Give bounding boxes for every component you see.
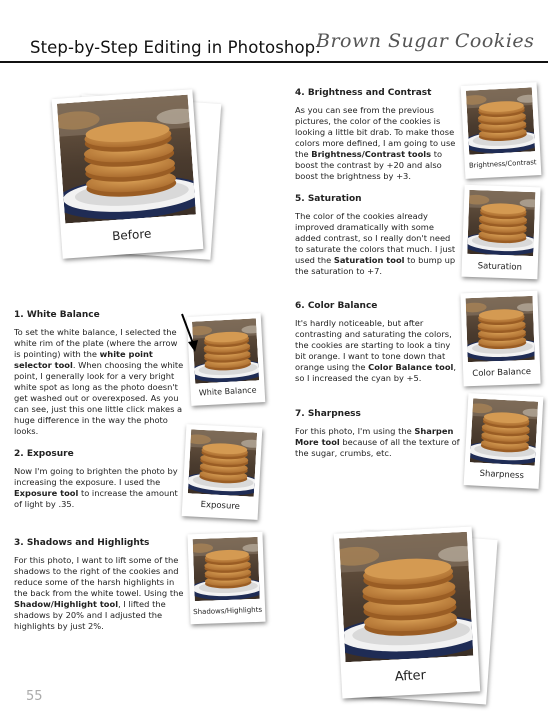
arrow-icon [180,312,202,356]
tool-name: Exposure tool [14,488,79,498]
body-text: It's hardly noticeable, but after contrasting and saturating the colors, the cookies are starting to look a tiny bit orange. I want to tone down that orange using the [295,318,452,372]
page-title: Step-by-Step Editing in Photoshop: [30,38,321,57]
color-balance-photo [460,291,540,387]
section-heading: 3. Shadows and Highlights [14,538,150,548]
section-body [295,211,459,277]
saturation-caption: Saturation [477,261,523,273]
body-text: To set the white balance, I selected the white rim of the plate (where the arrow is pointing) with the [14,327,178,359]
brightness-photo [461,82,542,179]
section-heading: 4. Brightness and Contrast [295,88,432,98]
page-number: 55 [26,689,43,704]
shadows-image [193,537,260,601]
section-color-balance [295,301,459,384]
section-heading: 2. Exposure [14,449,74,459]
page-header [0,0,548,62]
exposure-caption: Exposure [200,499,241,512]
section-brightness [295,88,457,182]
section-body [295,105,457,182]
body-text: As you can see from the previous pictures, the color of the cookies is looking a little bit drab. To make those colors more defined, I am going to use the [295,105,456,159]
sharpness-image [470,398,538,465]
section-body [295,426,460,459]
section-heading: 7. Sharpness [295,409,361,419]
body-text: For this photo, I'm using the [295,426,415,436]
tool-name: Shadow/Highlight tool [14,599,119,609]
section-sharpness [295,409,460,459]
body-text: , I lifted the shadows by 20% and I adjusted the highlights by just 2%. [14,599,166,631]
header-rule [0,61,548,63]
shadows-caption: Shadows/Highlights [193,605,263,617]
body-text: because of all the texture of the sugar, crumbs, etc. [295,437,460,458]
before-photo [52,89,204,258]
before-image [57,95,196,224]
section-exposure [14,449,186,510]
color-balance-image [466,296,535,362]
color-balance-caption: Color Balance [472,366,532,380]
body-text: The color of the cookies already improved dramatically with some added contrast, so I really don't need to saturate the colors that much. I just used the [295,211,456,265]
body-text: For this photo, I want to lift some of the shadows to the right of the cookies and reduce some of the harsh highlights in the back from the white towel. Using the [14,555,184,598]
body-text: to bump up the saturation to +7. [295,255,456,276]
before-caption: Before [111,226,152,244]
brightness-caption: Brightness/Contrast [468,158,537,170]
section-white-balance [14,310,186,437]
section-heading: 6. Color Balance [295,301,378,311]
section-body [14,466,186,510]
sharpness-caption: Sharpness [479,468,525,482]
after-image [339,532,473,663]
tool-name: Sharpen More tool [295,426,454,447]
brightness-image [466,87,535,154]
after-caption: After [394,668,427,685]
saturation-image [467,190,535,256]
sharpness-photo [464,393,544,489]
body-text: to boost the contrast by +20 and also boost the brightness by +3. [295,149,443,181]
body-text: to increase the amount of light by .35. [14,488,178,509]
after-photo [334,527,480,699]
body-text: Now I'm going to brighten the photo by increasing the exposure. I used the [14,466,178,487]
page-script-title: Brown Sugar Cookies [316,30,535,52]
white-balance-caption: White Balance [198,385,257,398]
section-heading: 5. Saturation [295,194,362,204]
tool-name: white point selector tool [14,349,153,370]
tool-name: Brightness/Contrast tools [311,149,432,159]
exposure-photo [182,424,263,520]
section-body [14,555,188,632]
section-saturation [295,194,459,277]
body-text: , so I increased the cyan by +5. [295,362,457,383]
white-balance-image [192,318,259,383]
section-body [295,318,459,384]
saturation-photo [461,185,540,280]
section-shadows [14,538,188,632]
section-body [14,327,186,437]
body-text: . When choosing the white point, I generally look for a very bright white spot as long as the photo doesn't get washed out or overexposed. As you can see, just this one little click makes a huge difference in the way the photo looks. [14,360,184,436]
tool-name: Saturation tool [333,255,405,265]
exposure-image [188,429,257,496]
section-heading: 1. White Balance [14,310,100,320]
shadows-photo [187,532,265,625]
tool-name: Color Balance tool [368,362,454,372]
